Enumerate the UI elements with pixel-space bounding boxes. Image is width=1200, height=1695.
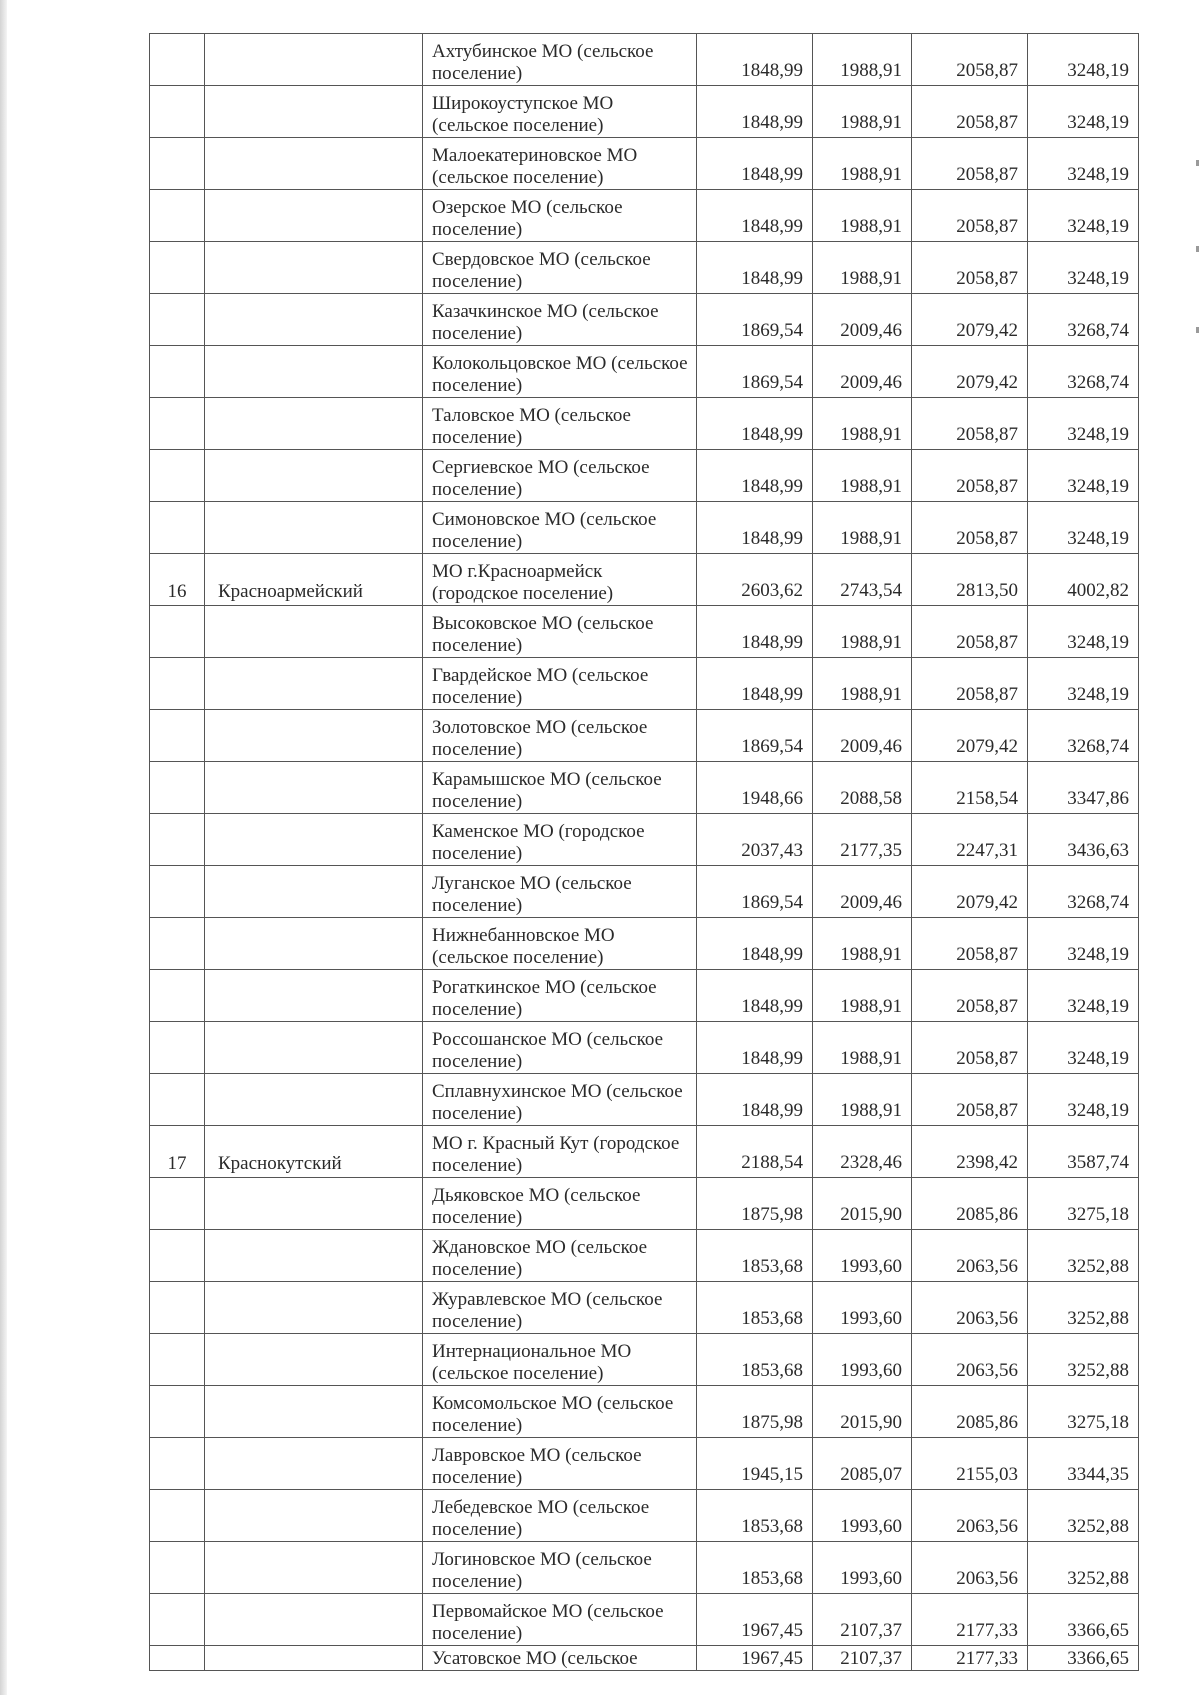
district-name-cell: [205, 1074, 423, 1126]
district-name-cell: [205, 1490, 423, 1542]
row-number-cell: [150, 1022, 205, 1074]
tariff-value-3-cell: 2058,87: [912, 502, 1028, 554]
municipality-name-cell: [423, 346, 697, 398]
tariff-value-4-cell: 3268,74: [1028, 346, 1139, 398]
municipality-name-text: Сплавнухинское МО (сельское поселение): [432, 1081, 683, 1124]
row-number-cell: [150, 1230, 205, 1282]
municipality-name-cell: [423, 1022, 697, 1074]
row-number-cell: [150, 346, 205, 398]
tariff-value-1-cell: 1875,98: [697, 1386, 813, 1438]
tariff-value-2-cell: 1988,91: [813, 502, 912, 554]
municipality-name-text: Ахтубинское МО (сельское поселение): [432, 41, 654, 84]
municipality-name-text: Ждановское МО (сельское поселение): [432, 1237, 648, 1280]
tariff-value-1-cell: 1848,99: [697, 138, 813, 190]
tariff-value-4-cell: 3248,19: [1028, 1022, 1139, 1074]
tariff-value-1-cell: 1948,66: [697, 762, 813, 814]
tariff-value-2-cell: 2009,46: [813, 294, 912, 346]
tariff-value-1-cell: 1945,15: [697, 1438, 813, 1490]
municipality-name-text: Карамышское МО (сельское поселение): [432, 769, 662, 812]
municipality-name-text: Широкоуступское МО (сельское поселение): [432, 93, 614, 136]
tariff-value-1-cell: 2603,62: [697, 554, 813, 606]
table-row: [150, 346, 1139, 398]
row-number-cell: [150, 762, 205, 814]
tariff-value-4-cell: 3248,19: [1028, 450, 1139, 502]
tariff-value-2-cell: 1988,91: [813, 398, 912, 450]
municipality-name-cell: [423, 398, 697, 450]
scan-page-edge: [0, 0, 7, 1695]
tariff-value-1-cell: 1848,99: [697, 606, 813, 658]
municipality-name-cell: [423, 34, 697, 86]
tariff-value-1-cell: 1869,54: [697, 346, 813, 398]
tariff-value-4-cell: 3248,19: [1028, 34, 1139, 86]
tariff-value-2-cell: 1988,91: [813, 450, 912, 502]
municipality-name-text: Таловское МО (сельское поселение): [432, 405, 631, 448]
tariff-value-3-cell: 2058,87: [912, 658, 1028, 710]
municipality-name-text: Интернациональное МО (сельское поселение): [432, 1341, 632, 1384]
municipality-name-cell: [423, 1646, 697, 1671]
tariff-value-1-cell: 1869,54: [697, 294, 813, 346]
table-row: [150, 658, 1139, 710]
tariff-value-3-cell: 2063,56: [912, 1230, 1028, 1282]
tariff-value-2-cell: 1988,91: [813, 86, 912, 138]
tariff-value-1-cell: 1848,99: [697, 1074, 813, 1126]
tariff-value-1-cell: 1848,99: [697, 1022, 813, 1074]
tariff-value-2-cell: 1988,91: [813, 190, 912, 242]
municipality-name-cell: [423, 1542, 697, 1594]
table-row: [150, 918, 1139, 970]
municipality-name-text: Сергиевское МО (сельское поселение): [432, 457, 650, 500]
tariff-value-2-cell: 1988,91: [813, 658, 912, 710]
table-row: [150, 1334, 1139, 1386]
municipality-name-cell: [423, 918, 697, 970]
tariff-value-2-cell: 2177,35: [813, 814, 912, 866]
row-number-cell: [150, 710, 205, 762]
table-row: [150, 86, 1139, 138]
tariff-value-2-cell: 1988,91: [813, 970, 912, 1022]
district-name-cell: [205, 658, 423, 710]
district-name-cell: [205, 762, 423, 814]
tariff-value-3-cell: 2058,87: [912, 1074, 1028, 1126]
municipality-name-cell: [423, 1334, 697, 1386]
tariff-value-4-cell: 3366,65: [1028, 1594, 1139, 1646]
row-number-cell: [150, 450, 205, 502]
municipality-name-cell: [423, 86, 697, 138]
tariff-value-2-cell: 2015,90: [813, 1178, 912, 1230]
district-name-cell: [205, 1594, 423, 1646]
municipality-name-text: Золотовское МО (сельское поселение): [432, 717, 648, 760]
municipality-name-text: Дьяковское МО (сельское поселение): [432, 1185, 641, 1228]
row-number-cell: [150, 970, 205, 1022]
tariff-value-1-cell: 1869,54: [697, 710, 813, 762]
tariff-value-1-cell: 2037,43: [697, 814, 813, 866]
table-row: [150, 606, 1139, 658]
row-number-cell: [150, 1490, 205, 1542]
tariff-value-2-cell: 1988,91: [813, 1022, 912, 1074]
tariff-value-4-cell: 3252,88: [1028, 1490, 1139, 1542]
row-number-cell: [150, 398, 205, 450]
table-row: [150, 1230, 1139, 1282]
tariff-value-3-cell: 2058,87: [912, 86, 1028, 138]
scan-specks: [1196, 0, 1200, 1695]
row-number-cell: [150, 814, 205, 866]
municipality-name-text: Нижнебанновское МО (сельское поселение): [432, 925, 615, 968]
table-row: [150, 398, 1139, 450]
municipality-name-text: Логиновское МО (сельское поселение): [432, 1549, 652, 1592]
tariff-value-3-cell: 2177,33: [912, 1594, 1028, 1646]
tariff-value-4-cell: 3248,19: [1028, 190, 1139, 242]
district-name-cell: Красноармейский: [205, 554, 423, 606]
tariff-value-1-cell: 1967,45: [697, 1594, 813, 1646]
municipality-name-text: Луганское МО (сельское поселение): [432, 873, 632, 916]
municipality-name-cell: [423, 866, 697, 918]
district-name-cell: [205, 1438, 423, 1490]
row-number-cell: [150, 294, 205, 346]
tariff-value-2-cell: 1993,60: [813, 1334, 912, 1386]
district-name-cell: [205, 1334, 423, 1386]
district-name-cell: [205, 86, 423, 138]
tariff-value-3-cell: 2058,87: [912, 1022, 1028, 1074]
table-row: [150, 1386, 1139, 1438]
tariff-value-1-cell: 1848,99: [697, 398, 813, 450]
table-row: [150, 1438, 1139, 1490]
tariff-table-body: [150, 34, 1139, 1671]
row-number-cell: [150, 1282, 205, 1334]
district-name-cell: [205, 34, 423, 86]
tariff-value-3-cell: 2079,42: [912, 294, 1028, 346]
tariff-value-2-cell: 1993,60: [813, 1542, 912, 1594]
row-number-cell: [150, 866, 205, 918]
tariff-value-2-cell: 1988,91: [813, 606, 912, 658]
table-row: [150, 294, 1139, 346]
tariff-value-3-cell: 2155,03: [912, 1438, 1028, 1490]
tariff-value-2-cell: 2015,90: [813, 1386, 912, 1438]
municipality-name-cell: [423, 1074, 697, 1126]
municipality-name-text: Каменское МО (городское поселение): [432, 821, 645, 864]
table-row: [150, 1646, 1139, 1671]
tariff-value-4-cell: 4002,82: [1028, 554, 1139, 606]
municipality-name-cell: [423, 1126, 697, 1178]
municipality-name-text: Озерское МО (сельское поселение): [432, 197, 623, 240]
row-number-cell: [150, 86, 205, 138]
municipality-name-cell: [423, 1594, 697, 1646]
tariff-value-4-cell: 3268,74: [1028, 294, 1139, 346]
table-row: [150, 190, 1139, 242]
tariff-value-3-cell: 2079,42: [912, 710, 1028, 762]
municipality-name-text: Казачкинское МО (сельское поселение): [432, 301, 659, 344]
row-number-cell: [150, 918, 205, 970]
table-row: [150, 1074, 1139, 1126]
row-number-cell: [150, 1438, 205, 1490]
tariff-value-4-cell: 3248,19: [1028, 658, 1139, 710]
district-name-cell: [205, 606, 423, 658]
municipality-name-cell: [423, 814, 697, 866]
municipality-name-cell: [423, 762, 697, 814]
municipality-name-text: Высоковское МО (сельское поселение): [432, 613, 654, 656]
district-name-cell: [205, 1022, 423, 1074]
district-name-cell: [205, 1282, 423, 1334]
tariff-value-4-cell: 3252,88: [1028, 1230, 1139, 1282]
tariff-value-3-cell: 2079,42: [912, 866, 1028, 918]
tariff-value-3-cell: 2813,50: [912, 554, 1028, 606]
tariff-value-3-cell: 2058,87: [912, 970, 1028, 1022]
table-row: [150, 1594, 1139, 1646]
municipality-name-text: Комсомольское МО (сельское поселение): [432, 1393, 674, 1436]
tariff-value-3-cell: 2063,56: [912, 1334, 1028, 1386]
tariff-value-4-cell: 3275,18: [1028, 1386, 1139, 1438]
tariff-value-4-cell: 3248,19: [1028, 242, 1139, 294]
row-number-cell: [150, 658, 205, 710]
municipality-name-cell: [423, 658, 697, 710]
municipality-name-cell: [423, 606, 697, 658]
tariff-value-3-cell: 2058,87: [912, 918, 1028, 970]
tariff-value-1-cell: 1853,68: [697, 1282, 813, 1334]
district-name-cell: [205, 1386, 423, 1438]
row-number-cell: [150, 242, 205, 294]
municipality-name-cell: [423, 138, 697, 190]
row-number-cell: [150, 1542, 205, 1594]
municipality-name-text: Журавлевское МО (сельское поселение): [432, 1289, 663, 1332]
tariff-value-2-cell: 1993,60: [813, 1282, 912, 1334]
tariff-value-2-cell: 1988,91: [813, 918, 912, 970]
tariff-value-1-cell: 1853,68: [697, 1490, 813, 1542]
table-row: [150, 1126, 1139, 1178]
table-row: [150, 242, 1139, 294]
tariff-value-4-cell: 3252,88: [1028, 1282, 1139, 1334]
district-name-cell: [205, 294, 423, 346]
row-number-cell: [150, 606, 205, 658]
table-row: [150, 970, 1139, 1022]
tariff-value-2-cell: 2085,07: [813, 1438, 912, 1490]
tariff-value-4-cell: 3252,88: [1028, 1334, 1139, 1386]
tariff-value-4-cell: 3248,19: [1028, 918, 1139, 970]
district-name-cell: [205, 710, 423, 762]
tariff-value-4-cell: 3436,63: [1028, 814, 1139, 866]
table-row: [150, 866, 1139, 918]
district-name-cell: [205, 918, 423, 970]
tariff-value-4-cell: 3248,19: [1028, 138, 1139, 190]
municipality-name-cell: [423, 1438, 697, 1490]
tariff-value-2-cell: 2009,46: [813, 866, 912, 918]
tariff-value-3-cell: 2058,87: [912, 242, 1028, 294]
tariff-value-1-cell: 2188,54: [697, 1126, 813, 1178]
tariff-value-3-cell: 2085,86: [912, 1386, 1028, 1438]
table-row: [150, 1282, 1139, 1334]
tariff-value-2-cell: 1988,91: [813, 1074, 912, 1126]
municipality-name-cell: [423, 502, 697, 554]
tariff-value-4-cell: 3344,35: [1028, 1438, 1139, 1490]
table-row: [150, 762, 1139, 814]
tariff-value-1-cell: 1848,99: [697, 34, 813, 86]
table-row: [150, 554, 1139, 606]
district-name-cell: [205, 1230, 423, 1282]
row-number-cell: 16: [150, 554, 205, 606]
municipality-name-text: МО г.Красноармейск (городское поселение): [432, 561, 614, 604]
municipality-name-cell: [423, 1386, 697, 1438]
tariff-value-2-cell: 1988,91: [813, 138, 912, 190]
municipality-name-text: Гвардейское МО (сельское поселение): [432, 665, 649, 708]
tariff-value-3-cell: 2085,86: [912, 1178, 1028, 1230]
table-row: [150, 1542, 1139, 1594]
municipality-name-text: Усатовское МО (сельское: [432, 1648, 638, 1669]
municipality-name-cell: [423, 450, 697, 502]
table-row: [150, 502, 1139, 554]
tariff-value-1-cell: 1848,99: [697, 190, 813, 242]
municipality-name-cell: [423, 1230, 697, 1282]
tariff-value-3-cell: 2058,87: [912, 138, 1028, 190]
tariff-value-3-cell: 2247,31: [912, 814, 1028, 866]
tariff-value-3-cell: 2058,87: [912, 190, 1028, 242]
tariff-value-1-cell: 1848,99: [697, 918, 813, 970]
tariff-value-1-cell: 1875,98: [697, 1178, 813, 1230]
tariff-value-2-cell: 2088,58: [813, 762, 912, 814]
tariff-value-1-cell: 1853,68: [697, 1334, 813, 1386]
district-name-cell: [205, 1542, 423, 1594]
municipality-name-text: Первомайское МО (сельское поселение): [432, 1601, 664, 1644]
tariff-value-3-cell: 2058,87: [912, 450, 1028, 502]
table-row: [150, 34, 1139, 86]
table-row: [150, 1022, 1139, 1074]
municipality-name-text: Свердовское МО (сельское поселение): [432, 249, 651, 292]
municipality-name-text: Россошанское МО (сельское поселение): [432, 1029, 664, 1072]
tariff-value-1-cell: 1848,99: [697, 970, 813, 1022]
tariff-value-4-cell: 3268,74: [1028, 710, 1139, 762]
row-number-cell: [150, 502, 205, 554]
table-row: [150, 1178, 1139, 1230]
table-row: [150, 450, 1139, 502]
municipality-name-text: Малоекатериновское МО (сельское поселение): [432, 145, 638, 188]
row-number-cell: [150, 1178, 205, 1230]
tariff-value-4-cell: 3248,19: [1028, 502, 1139, 554]
tariff-value-3-cell: 2079,42: [912, 346, 1028, 398]
municipality-name-text: Рогаткинское МО (сельское поселение): [432, 977, 657, 1020]
district-name-cell: [205, 502, 423, 554]
tariff-value-2-cell: 1988,91: [813, 34, 912, 86]
municipality-name-cell: [423, 190, 697, 242]
municipality-name-cell: [423, 242, 697, 294]
row-number-cell: [150, 1334, 205, 1386]
tariff-value-1-cell: 1967,45: [697, 1646, 813, 1671]
tariff-value-2-cell: 2009,46: [813, 710, 912, 762]
district-name-cell: Краснокутский: [205, 1126, 423, 1178]
tariff-value-4-cell: 3248,19: [1028, 1074, 1139, 1126]
row-number-cell: [150, 1386, 205, 1438]
tariff-value-4-cell: 3275,18: [1028, 1178, 1139, 1230]
municipality-name-cell: [423, 554, 697, 606]
tariff-value-4-cell: 3248,19: [1028, 86, 1139, 138]
row-number-cell: 17: [150, 1126, 205, 1178]
district-name-cell: [205, 450, 423, 502]
tariff-table: [149, 33, 1139, 1671]
tariff-value-2-cell: 2743,54: [813, 554, 912, 606]
tariff-value-2-cell: 1993,60: [813, 1230, 912, 1282]
district-name-cell: [205, 138, 423, 190]
tariff-value-4-cell: 3268,74: [1028, 866, 1139, 918]
row-number-cell: [150, 34, 205, 86]
district-name-cell: [205, 242, 423, 294]
tariff-value-3-cell: 2177,33: [912, 1646, 1028, 1671]
tariff-value-1-cell: 1848,99: [697, 86, 813, 138]
municipality-name-text: МО г. Красный Кут (городское поселение): [432, 1133, 680, 1176]
row-number-cell: [150, 138, 205, 190]
municipality-name-cell: [423, 294, 697, 346]
row-number-cell: [150, 1594, 205, 1646]
district-name-cell: [205, 814, 423, 866]
tariff-value-2-cell: 2328,46: [813, 1126, 912, 1178]
district-name-cell: [205, 866, 423, 918]
municipality-name-text: Лавровское МО (сельское поселение): [432, 1445, 642, 1488]
tariff-value-1-cell: 1848,99: [697, 242, 813, 294]
tariff-value-3-cell: 2063,56: [912, 1490, 1028, 1542]
tariff-value-4-cell: 3248,19: [1028, 398, 1139, 450]
district-name-cell: [205, 970, 423, 1022]
municipality-name-cell: [423, 1282, 697, 1334]
tariff-value-4-cell: 3252,88: [1028, 1542, 1139, 1594]
row-number-cell: [150, 1646, 205, 1671]
municipality-name-text: Симоновское МО (сельское поселение): [432, 509, 657, 552]
tariff-value-2-cell: 1988,91: [813, 242, 912, 294]
tariff-value-3-cell: 2058,87: [912, 398, 1028, 450]
tariff-value-3-cell: 2398,42: [912, 1126, 1028, 1178]
table-row: [150, 138, 1139, 190]
tariff-value-1-cell: 1853,68: [697, 1542, 813, 1594]
district-name-cell: [205, 1646, 423, 1671]
tariff-value-4-cell: 3587,74: [1028, 1126, 1139, 1178]
tariff-value-3-cell: 2058,87: [912, 34, 1028, 86]
table-row: [150, 814, 1139, 866]
district-name-cell: [205, 1178, 423, 1230]
tariff-value-3-cell: 2063,56: [912, 1282, 1028, 1334]
tariff-value-1-cell: 1853,68: [697, 1230, 813, 1282]
municipality-name-cell: [423, 1490, 697, 1542]
tariff-value-2-cell: 2009,46: [813, 346, 912, 398]
district-name-cell: [205, 190, 423, 242]
tariff-value-4-cell: 3347,86: [1028, 762, 1139, 814]
tariff-value-3-cell: 2158,54: [912, 762, 1028, 814]
tariff-value-1-cell: 1848,99: [697, 450, 813, 502]
tariff-value-2-cell: 2107,37: [813, 1594, 912, 1646]
tariff-value-1-cell: 1848,99: [697, 502, 813, 554]
municipality-name-text: Колокольцовское МО (сельское поселение): [432, 353, 688, 396]
tariff-value-4-cell: 3366,65: [1028, 1646, 1139, 1671]
tariff-value-4-cell: 3248,19: [1028, 606, 1139, 658]
district-name-cell: [205, 398, 423, 450]
tariff-value-3-cell: 2058,87: [912, 606, 1028, 658]
district-name-cell: [205, 346, 423, 398]
tariff-value-3-cell: 2063,56: [912, 1542, 1028, 1594]
municipality-name-cell: [423, 1178, 697, 1230]
table-row: [150, 710, 1139, 762]
tariff-value-4-cell: 3248,19: [1028, 970, 1139, 1022]
municipality-name-text: Лебедевское МО (сельское поселение): [432, 1497, 650, 1540]
row-number-cell: [150, 1074, 205, 1126]
tariff-value-1-cell: 1869,54: [697, 866, 813, 918]
row-number-cell: [150, 190, 205, 242]
table-row: [150, 1490, 1139, 1542]
tariff-value-2-cell: 2107,37: [813, 1646, 912, 1671]
municipality-name-cell: [423, 970, 697, 1022]
tariff-value-2-cell: 1993,60: [813, 1490, 912, 1542]
tariff-value-1-cell: 1848,99: [697, 658, 813, 710]
municipality-name-cell: [423, 710, 697, 762]
